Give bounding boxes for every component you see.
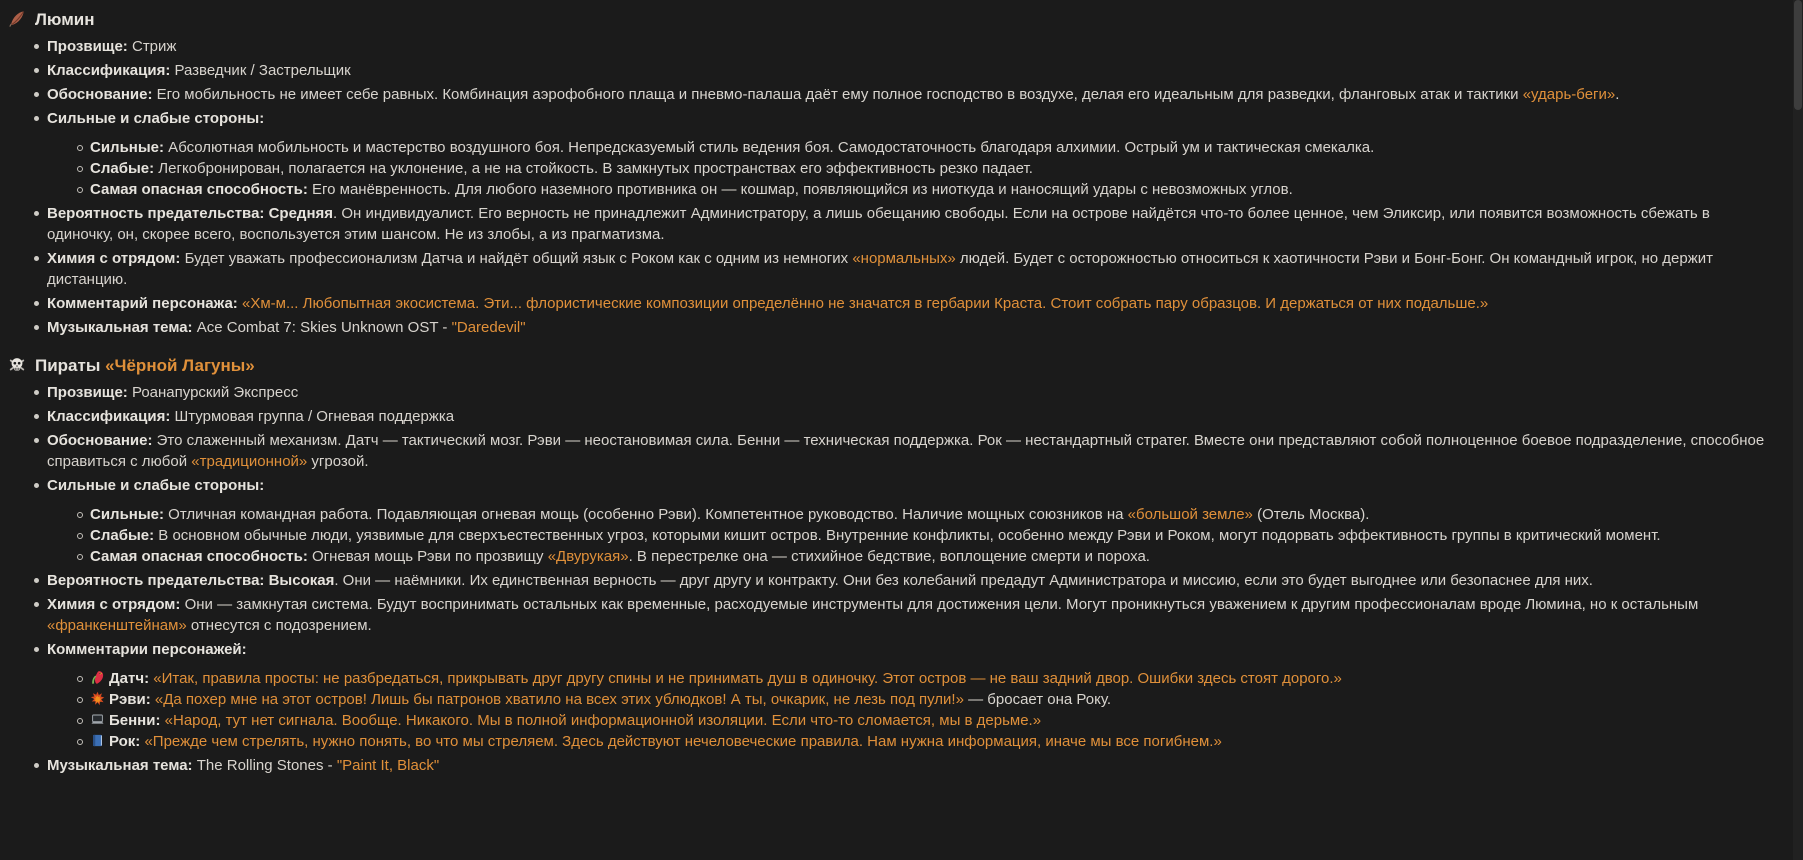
list-item — [90, 710, 1775, 731]
list-item — [47, 36, 1775, 57]
list-item — [47, 430, 1775, 472]
item-label: Обоснование: — [47, 86, 153, 103]
scrollbar[interactable] — [1793, 0, 1803, 860]
item-label: Комментарий персонажа: — [47, 295, 238, 312]
item-label: Химия с отрядом: — [47, 596, 181, 613]
list-item — [47, 84, 1775, 105]
item-text: Абсолютная мобильность и мастерство воздушного боя. Непредсказуемый стиль ведения боя. Самодостаточность благодаря алхимии. Острый ум и тактическая смекалка. — [164, 139, 1375, 156]
item-text: . В перестрелке она — стихийное бедствие, воплощение смерти и пороха. — [628, 548, 1150, 565]
accent-text: «Хм-м... Любопытная экосистема. Эти... флористические композиции определённо не значатся в гербарии Краста. Стоит собрать пару образцов. И держаться от них подальше.» — [241, 295, 1489, 312]
item-label: Прозвище: — [47, 38, 128, 55]
item-label: Музыкальная тема: — [47, 757, 193, 774]
accent-text: «Чёрной Лагуны» — [105, 356, 255, 375]
parrot-icon — [90, 670, 105, 685]
item-text: Они — замкнутая система. Будут воспринимать остальных как временные, расходуемые инструменты для достижения цели. Могут проникнуться уважением к другим профессионалам вроде Люмина, но к остальным — [180, 596, 1699, 613]
item-text: Это слаженный механизм. Датч — тактический мозг. Рэви — неостановимая сила. Бенни — техническая поддержка. Рок — нестандартный стратег. Вместе они представляют собой полноценное боевое подразделение, способное справиться с любой — [47, 432, 1765, 470]
item-text: Его мобильность не имеет себе равных. Комбинация аэрофобного плаща и пневмо-палаша даёт ему полное господство в воздухе, делая его идеальным для разведки, фланговых атак и тактики — [152, 86, 1523, 103]
item-text: Огневая мощь Рэви по прозвищу — [307, 548, 548, 565]
item-text: The Rolling Stones - — [192, 757, 337, 774]
feather-icon — [8, 10, 26, 28]
item-text: угрозой. — [307, 453, 369, 470]
accent-text: «большой земле» — [1127, 506, 1253, 523]
list-item — [90, 689, 1775, 710]
list-item — [90, 546, 1775, 567]
section-list — [8, 36, 1775, 338]
list-item — [47, 248, 1775, 290]
item-label: Классификация: — [47, 408, 171, 425]
item-label: Химия с отрядом: — [47, 250, 181, 267]
item-text: Роанапурский Экспресс — [127, 384, 299, 401]
list-item — [90, 179, 1775, 200]
item-label: Бенни: — [109, 712, 161, 729]
item-label: Рэви: — [109, 691, 151, 708]
accent-text: «Народ, тут нет сигнала. Вообще. Никакого. Мы в полной информационной изоляции. Если что-то сломается, мы в дерьме.» — [164, 712, 1042, 729]
list-item — [47, 755, 1775, 776]
item-label: Самая опасная способность: — [90, 181, 308, 198]
item-text: Разведчик / Застрельщик — [170, 62, 351, 79]
list-item — [47, 203, 1775, 245]
blue-book-icon — [90, 733, 105, 748]
list-item — [47, 406, 1775, 427]
accent-text: «нормальных» — [852, 250, 956, 267]
item-label: Классификация: — [47, 62, 171, 79]
collision-burst-icon — [90, 691, 105, 706]
item-text: Штурмовая группа / Огневая поддержка — [170, 408, 455, 425]
laptop-icon — [90, 712, 105, 727]
list-item — [47, 570, 1775, 591]
item-label: Слабые: — [90, 527, 155, 544]
accent-text: «ударь-беги» — [1522, 86, 1616, 103]
sub-list — [47, 668, 1775, 752]
item-label: Датч: — [109, 670, 150, 687]
item-text: людей. Будет с осторожностью относиться к хаотичности Рэви и Бонг-Бонг. Он командный игрок, но держит дистанцию. — [47, 250, 1713, 288]
list-item — [47, 475, 1775, 567]
item-text: . — [1615, 86, 1620, 103]
item-label: Комментарии персонажей: — [47, 641, 247, 658]
item-label: Вероятность предательства: Высокая — [47, 572, 335, 589]
sub-list — [47, 137, 1775, 200]
list-item — [90, 158, 1775, 179]
item-label: Обоснование: — [47, 432, 153, 449]
song-link[interactable]: "Paint It, Black" — [336, 757, 440, 774]
list-item — [47, 594, 1775, 636]
item-label: Самая опасная способность: — [90, 548, 308, 565]
item-text: Легкобронирован, полагается на уклонение, а не на стойкость. В замкнутых пространствах его эффективность резко падает. — [154, 160, 1033, 177]
list-item — [90, 525, 1775, 546]
song-link[interactable]: "Daredevil" — [451, 319, 526, 336]
item-text: . Они — наёмники. Их единственная верность — друг другу и контракту. Они без колебаний предадут Администратора и миссию, если это будет выгоднее или безопаснее для них. — [334, 572, 1593, 589]
item-label: Слабые: — [90, 160, 155, 177]
list-item — [47, 293, 1775, 314]
item-text: (Отель Москва). — [1252, 506, 1370, 523]
section — [8, 8, 1775, 338]
item-text: — бросает она Року. — [963, 691, 1112, 708]
skull-crossbones-icon — [8, 356, 26, 374]
accent-text: «Да похер мне на этот остров! Лишь бы патронов хватило на всех этих ублюдков! А ты, очкарик, не лезь под пули!» — [154, 691, 964, 708]
accent-text: «Прежде чем стрелять, нужно понять, во что мы стреляем. Здесь действуют нечеловеческие правила. Нам нужна информация, иначе мы все погибнем.» — [144, 733, 1222, 750]
list-item — [90, 668, 1775, 689]
item-text: В основном обычные люди, уязвимые для сверхъестественных угроз, которыми кишит остров. Внутренние конфликты, особенно между Рэви и Роком, могут подорвать эффективность группы в критический момент. — [154, 527, 1661, 544]
item-label: Сильные и слабые стороны: — [47, 110, 265, 127]
item-label: Сильные: — [90, 506, 165, 523]
list-item — [90, 504, 1775, 525]
accent-text: «традиционной» — [191, 453, 308, 470]
list-item — [47, 382, 1775, 403]
item-text: Будет уважать профессионализм Датча и найдёт общий язык с Роком как с одним из немногих — [180, 250, 853, 267]
section — [8, 354, 1775, 776]
accent-text: «Итак, правила просты: не разбредаться, прикрывать друг другу спины и не принимать душ в одиночку. Этот остров — не ваш задний двор. Ошибки здесь стоят дорого.» — [153, 670, 1342, 687]
scrollbar-thumb[interactable] — [1794, 0, 1802, 110]
item-text: Ace Combat 7: Skies Unknown OST - — [192, 319, 452, 336]
accent-text: «Двурукая» — [547, 548, 629, 565]
item-label: Сильные и слабые стороны: — [47, 477, 265, 494]
item-label: Люмин — [35, 10, 95, 29]
item-text: Отличная командная работа. Подавляющая огневая мощь (особенно Рэви). Компетентное руководство. Наличие мощных союзников на — [164, 506, 1128, 523]
sub-list — [47, 504, 1775, 567]
item-label: Сильные: — [90, 139, 165, 156]
section-heading — [8, 8, 1775, 31]
item-text: отнесутся с подозрением. — [186, 617, 372, 634]
item-label: Прозвище: — [47, 384, 128, 401]
item-text: Стриж — [127, 38, 177, 55]
item-text: . Он индивидуалист. Его верность не принадлежит Администратору, а лишь обещанию свободы. Если на острове найдётся что-то более ценное, чем Эликсир, или появится возможность сбежать в одиночку, он, скорее всего, воспользуется этим шансом. Не из злобы, а из прагматизма. — [47, 205, 1710, 243]
list-item — [90, 731, 1775, 752]
item-label: Рок: — [109, 733, 141, 750]
item-label: Пираты — [35, 356, 106, 375]
item-label: Музыкальная тема: — [47, 319, 193, 336]
list-item — [47, 108, 1775, 200]
section-heading — [8, 354, 1775, 377]
list-item — [90, 137, 1775, 158]
item-text: Его манёвренность. Для любого наземного противника он — кошмар, появляющийся из ниоткуда и наносящий удары с невозможных углов. — [307, 181, 1293, 198]
section-list — [8, 382, 1775, 776]
list-item — [47, 639, 1775, 752]
list-item — [47, 317, 1775, 338]
item-label: Вероятность предательства: Средняя — [47, 205, 334, 222]
accent-text: «франкенштейнам» — [47, 617, 187, 634]
list-item — [47, 60, 1775, 81]
